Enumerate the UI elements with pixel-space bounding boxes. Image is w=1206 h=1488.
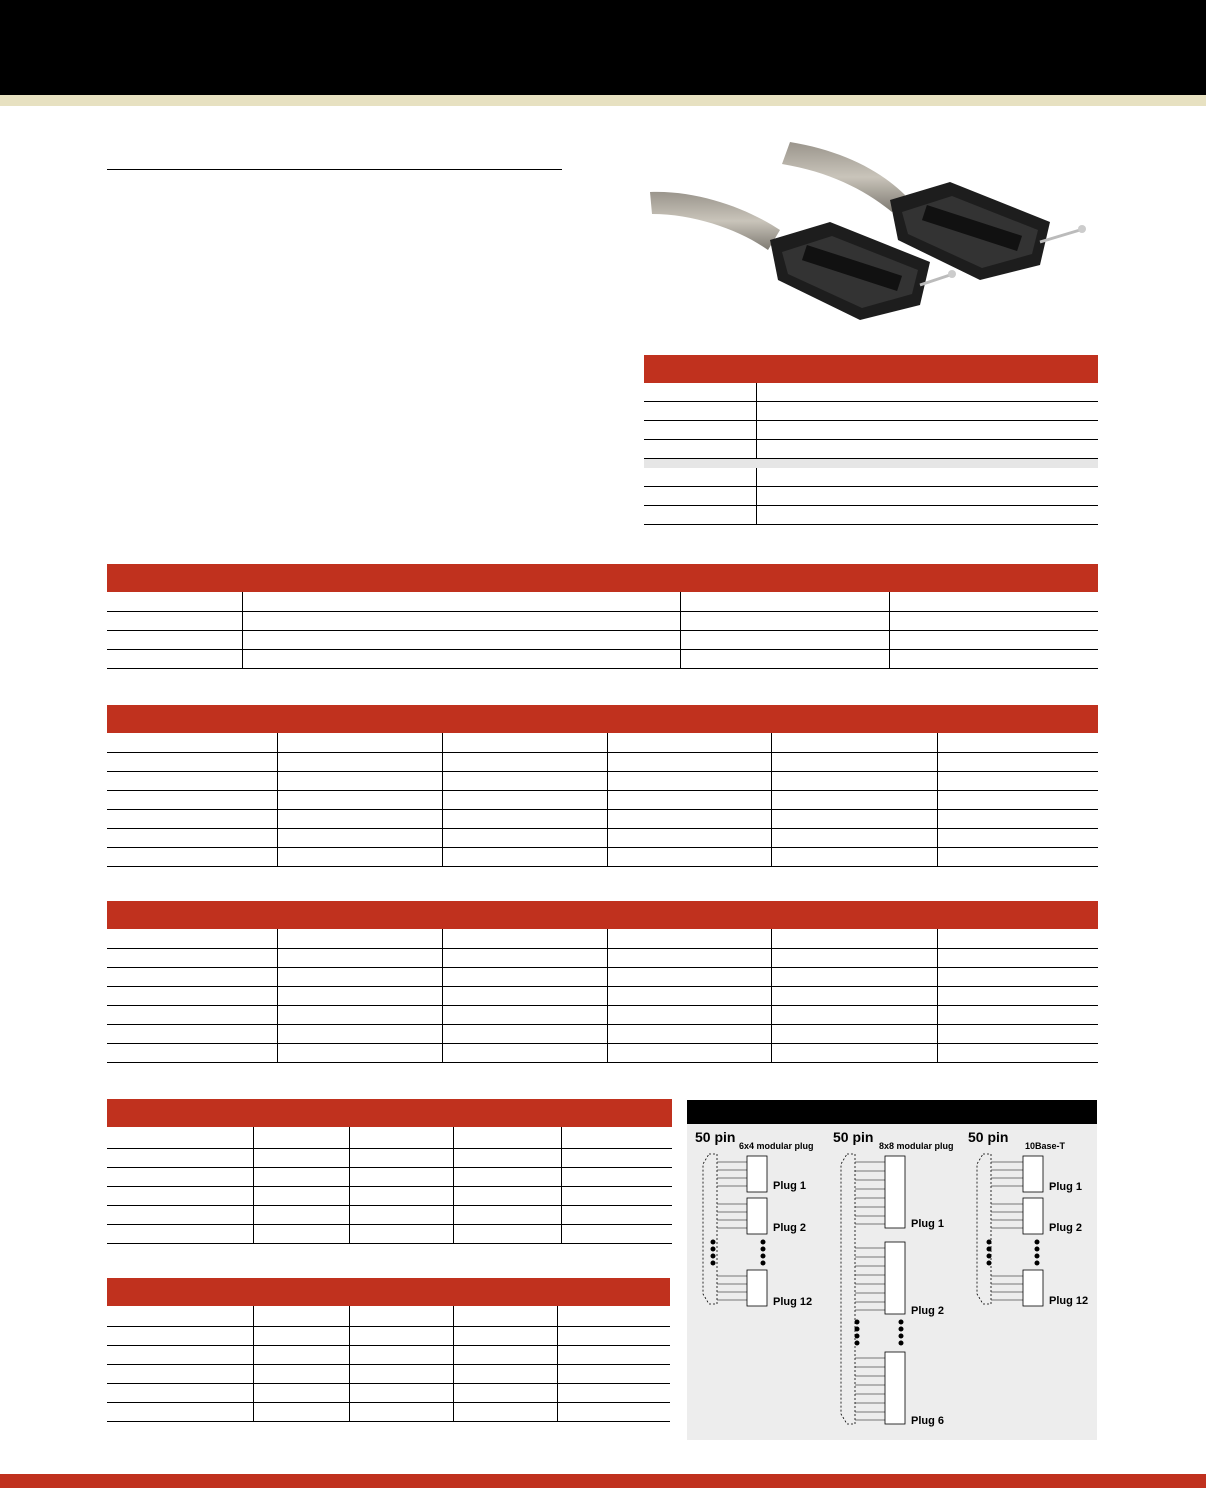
cable-table-2 (107, 901, 1098, 1063)
table-row (107, 987, 1098, 1006)
table-row (107, 1187, 672, 1206)
product-photo (640, 130, 1110, 340)
col1-plug-first: Plug 1 (773, 1180, 807, 1192)
col3-plug-type: 10Base-T (1025, 1141, 1066, 1151)
table-row (107, 1327, 670, 1346)
table-row (107, 1006, 1098, 1025)
col3-plug-12 (991, 1270, 1043, 1306)
col1-ellipsis-dots (711, 1240, 766, 1266)
table-row (107, 1403, 670, 1422)
accent-band (0, 95, 1206, 106)
table-row (107, 791, 1098, 810)
ordering-table (107, 564, 1098, 669)
cable-table-4-header (107, 1278, 670, 1306)
table-row (107, 1306, 670, 1327)
col1-plug-type: 6x4 modular plug (739, 1141, 814, 1151)
table-row (107, 1225, 672, 1244)
col2-plug-last: Plug 6 (911, 1415, 945, 1427)
col3-pin-label: 50 pin (968, 1129, 1009, 1145)
table-row (107, 810, 1098, 829)
cable-table-4 (107, 1278, 670, 1422)
cable-table-1 (107, 705, 1098, 867)
footer-bar (0, 1474, 1206, 1488)
table-row (107, 1149, 672, 1168)
header-bar (0, 0, 1206, 95)
col1-pin-label: 50 pin (695, 1129, 736, 1145)
title-underline (107, 169, 562, 170)
table-row (107, 733, 1098, 753)
table-row (644, 383, 1098, 402)
table-row (107, 753, 1098, 772)
col2-plug-6 (855, 1352, 905, 1424)
table-row (644, 421, 1098, 440)
cable-table-3-header (107, 1099, 672, 1127)
table-row (107, 1384, 670, 1403)
table-row (107, 829, 1098, 848)
table-row (107, 631, 1098, 650)
wiring-schematic (687, 1124, 1097, 1440)
col1-plug-1 (717, 1156, 767, 1192)
table-row (107, 848, 1098, 867)
table-row (107, 949, 1098, 968)
wiring-diagram-header (687, 1100, 1097, 1124)
col1-plug-second: Plug 2 (773, 1222, 807, 1234)
table-row (107, 1365, 670, 1384)
wiring-diagram (687, 1100, 1097, 1440)
table-row (107, 1206, 672, 1225)
cable-table-1-header (107, 705, 1098, 733)
col2-connector-outline (841, 1154, 855, 1424)
table-row (107, 1127, 672, 1149)
table-row (107, 592, 1098, 612)
col2-plug-type: 8x8 modular plug (879, 1141, 954, 1151)
table-row (107, 968, 1098, 987)
table-row (107, 650, 1098, 669)
col2-plug-second: Plug 2 (911, 1305, 945, 1317)
table-row (644, 402, 1098, 421)
col3-plug-last: Plug 12 (1049, 1295, 1089, 1307)
table-row (644, 506, 1098, 525)
table-row (644, 487, 1098, 506)
table-row (107, 1044, 1098, 1063)
cable-table-3 (107, 1099, 672, 1244)
col1-plug-last: Plug 12 (773, 1296, 813, 1308)
col3-connector-outline (977, 1154, 991, 1304)
table-row (107, 929, 1098, 949)
col2-pin-label: 50 pin (833, 1129, 874, 1145)
col1-connector-outline (703, 1154, 717, 1304)
col2-plug-2 (855, 1242, 905, 1314)
table-row (644, 468, 1098, 487)
table-row (644, 440, 1098, 459)
table-row (107, 612, 1098, 631)
col3-plug-second: Plug 2 (1049, 1222, 1083, 1234)
col2-plug-first: Plug 1 (911, 1218, 945, 1230)
col2-plug-1 (855, 1156, 905, 1228)
cable-table-2-header (107, 901, 1098, 929)
col1-plug-2 (717, 1198, 767, 1234)
table-row (107, 1025, 1098, 1044)
col3-plug-2 (991, 1198, 1043, 1234)
spec-table (644, 355, 1098, 525)
col1-plug-12 (717, 1270, 767, 1306)
table-row (107, 1346, 670, 1365)
table-row (107, 1168, 672, 1187)
col3-plug-1 (991, 1156, 1043, 1192)
spec-table-header (644, 355, 1098, 383)
col3-plug-first: Plug 1 (1049, 1181, 1083, 1193)
table-row (107, 772, 1098, 791)
col3-ellipsis-dots (987, 1240, 1040, 1266)
table-section-divider (644, 459, 1098, 468)
col2-ellipsis-dots (855, 1320, 904, 1346)
ordering-table-header (107, 564, 1098, 592)
